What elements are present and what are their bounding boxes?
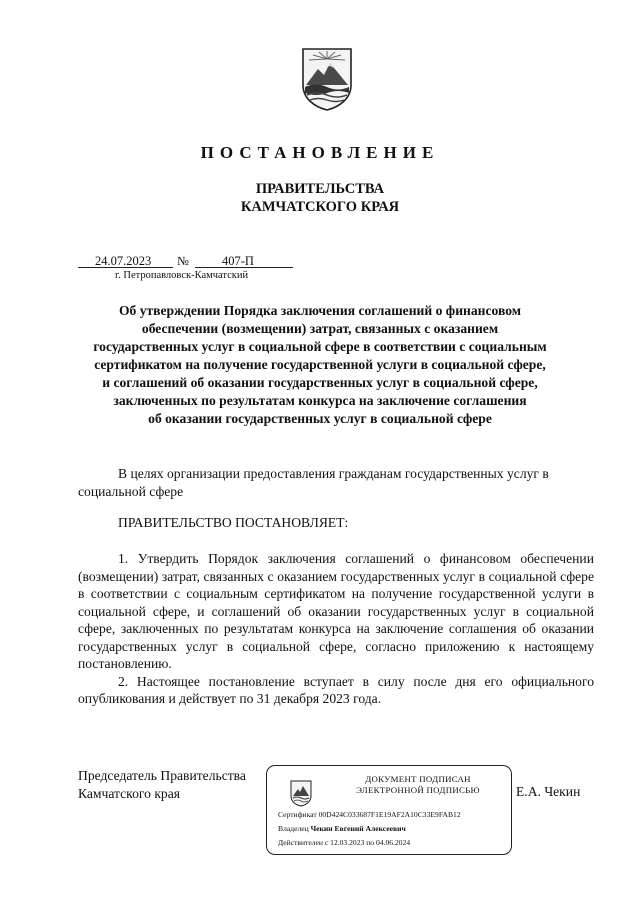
valid-to: 04.06.2024 [376, 838, 411, 847]
title-line: и соглашений об оказании государственных услуг в социальной сфере, [102, 375, 538, 390]
stamp-emblem-icon [289, 780, 313, 807]
stamp-heading [331, 774, 505, 796]
issuer-name [0, 180, 640, 216]
resolution-item: 1. Утвердить Порядок заключения соглашений о финансовом обеспечении (возмещении) затрат, связанных с оказанием государственных услуг в социальной сфере в соответствии с социальным сертификатом на получение государственной услуги в социальной сфере, и соглашений об оказании государственных услуг в социальной сфере, заключенных по результатам конкурса на заключение соглашения об оказании государственных услуг в социальной сфере, согласно приложению к настоящему постановлению. [78, 551, 594, 671]
resolution-items [78, 550, 594, 708]
document-number: 407-П [222, 254, 254, 268]
resolution-heading: ПРАВИТЕЛЬСТВО ПОСТАНОВЛЯЕТ: [118, 515, 349, 530]
title-line: государственных услуг в социальной сфере в соответствии с социальным [93, 339, 547, 354]
document-title [70, 302, 570, 428]
coat-of-arms-emblem [297, 45, 357, 111]
title-line: Об утверждении Порядка заключения соглашений о финансовом [118, 303, 522, 318]
issuer-line: КАМЧАТСКОГО КРАЯ [240, 199, 400, 215]
stamp-heading-line: ЭЛЕКТРОННОЙ ПОДПИСЬЮ [356, 785, 480, 795]
document-date: 24.07.2023 [95, 254, 152, 268]
signatory-position [78, 767, 246, 803]
owner-value: Чекин Евгений Алексеевич [310, 824, 406, 833]
valid-to-label: по [366, 838, 375, 847]
electronic-signature-stamp [266, 765, 512, 855]
document-type: ПОСТАНОВЛЕНИЕ [200, 143, 440, 162]
issuer-line: ПРАВИТЕЛЬСТВА [255, 181, 385, 197]
stamp-certificate [278, 810, 461, 819]
position-line: Камчатского края [78, 786, 181, 801]
validity-label: Действителен с [278, 838, 329, 847]
date-underline [78, 267, 173, 268]
position-line: Председатель Правительства [78, 768, 246, 783]
city: г. Петропавловск-Камчатский [115, 270, 249, 281]
title-line: заключенных по результатам конкурса на заключение соглашения [113, 393, 527, 408]
certificate-label: Сертификат [278, 810, 317, 819]
valid-from: 12.03.2023 [330, 838, 365, 847]
stamp-owner [278, 824, 406, 833]
title-line: сертификатом на получение государственной услуги в социальной сфере, [94, 357, 546, 372]
certificate-value: 00D424C033687F1E19AF2A10C33E9FAB12 [318, 810, 461, 819]
preamble-text: В целях организации предоставления гражданам государственных услуг в социальной сфере [78, 466, 549, 499]
owner-label: Владелец [278, 824, 309, 833]
signatory-name: Е.А. Чекин [516, 784, 581, 799]
stamp-heading-line: ДОКУМЕНТ ПОДПИСАН [365, 774, 471, 784]
title-line: об оказании государственных услуг в социальной сфере [148, 411, 492, 426]
preamble [78, 465, 594, 500]
number-sign: № [177, 254, 189, 268]
stamp-validity [278, 838, 410, 847]
number-underline [195, 267, 293, 268]
resolution-item: 2. Настоящее постановление вступает в силу после дня его официального опубликования и действует по 31 декабря 2023 года. [78, 673, 594, 706]
title-line: обеспечении (возмещении) затрат, связанных с оказанием [141, 321, 499, 336]
